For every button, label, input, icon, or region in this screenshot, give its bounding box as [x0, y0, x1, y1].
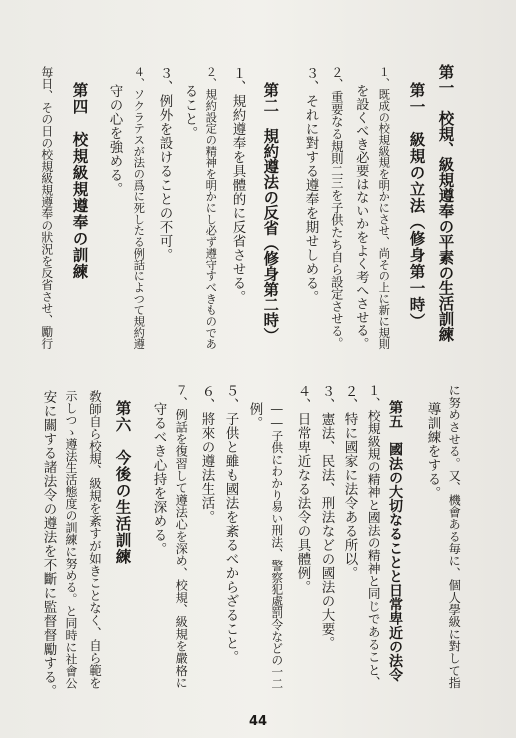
page-number: 44 — [248, 714, 268, 729]
text-line: ５、子供と雖も國法を紊るべからざること。 — [222, 384, 239, 664]
text-line: 敎師自ら校規、級規を紊すが如きことなく、自ら範を — [87, 390, 103, 689]
text-line: ２、規約設定の精神を明かにし必ず遵守すべきものであ — [204, 66, 219, 350]
text-line: 例。 — [246, 402, 263, 430]
text-line: 毎日、その日の校規級規遵奉の狀況を反省させ、勵行 — [39, 66, 54, 350]
section-heading: 第一 校規、級規遵奉の平素の生活訓練 — [436, 64, 455, 342]
text-line: 導訓練をする。 — [424, 402, 441, 500]
text-line: ４、日常卑近なる法令の具體例。 — [294, 384, 311, 594]
section-heading: 第四 校規級規遵奉の訓練 — [70, 82, 90, 280]
text-line: 守の心を強める。 — [106, 84, 123, 196]
text-line: ７、例話を復習して遵法心を深め、校規、級規を嚴格に — [174, 384, 189, 689]
text-line: ３、憲法、民法、刑法などの國法の大要。 — [318, 384, 335, 650]
text-line: ６、將來の遵法生活。 — [198, 384, 215, 524]
section-heading: 第一 級規の立法（修身第一時） — [407, 82, 427, 330]
text-line: 安に關する諸法令の遵法を不斷に監督督勵する。 — [40, 390, 57, 698]
section-heading: 第二 規約遵法の反省（修身第二時） — [261, 82, 280, 343]
section-heading: 第五 國法の大切なることと日常卑近の法令 — [387, 400, 404, 682]
text-line: を設くべき必要はないかをよく考へさせる。 — [353, 84, 369, 350]
text-line: ３、それに對する遵奉を期せしめる。 — [302, 66, 319, 304]
text-line: ること。 — [181, 84, 198, 140]
text-line: ３、例外を設けることの不可。 — [156, 66, 173, 262]
text-line: １、規約遵奉を具體的に反省させる。 — [229, 66, 246, 304]
text-line: ２、重要なる規則二三を子供たち自ら設定させる。 — [329, 66, 344, 350]
text-line: ４、ソクラテスが法の爲に死したる例話によつて規約遵 — [132, 66, 147, 350]
text-line: 守るべき心持を深める。 — [150, 402, 167, 556]
section-heading: 第六 今後の生活訓練 — [113, 400, 133, 565]
text-line: ――子供にわかり易い刑法、警察犯處罰令などの一二 — [269, 402, 284, 690]
text-line: １、既成の校規級規を明かにさせ、尚その上に新に規則 — [377, 66, 392, 350]
text-line: ２、特に國家に法令ある所以。 — [341, 384, 358, 580]
text-line: 示しつゝ遵法生活態度の訓練に努める。と同時に社會公 — [63, 390, 78, 689]
text-line: に努めさせる。又、機會ある毎に、個人學級に對して指 — [447, 384, 462, 689]
text-line: １、校規級規の精神と國法の精神と同じであること、 — [365, 384, 381, 689]
